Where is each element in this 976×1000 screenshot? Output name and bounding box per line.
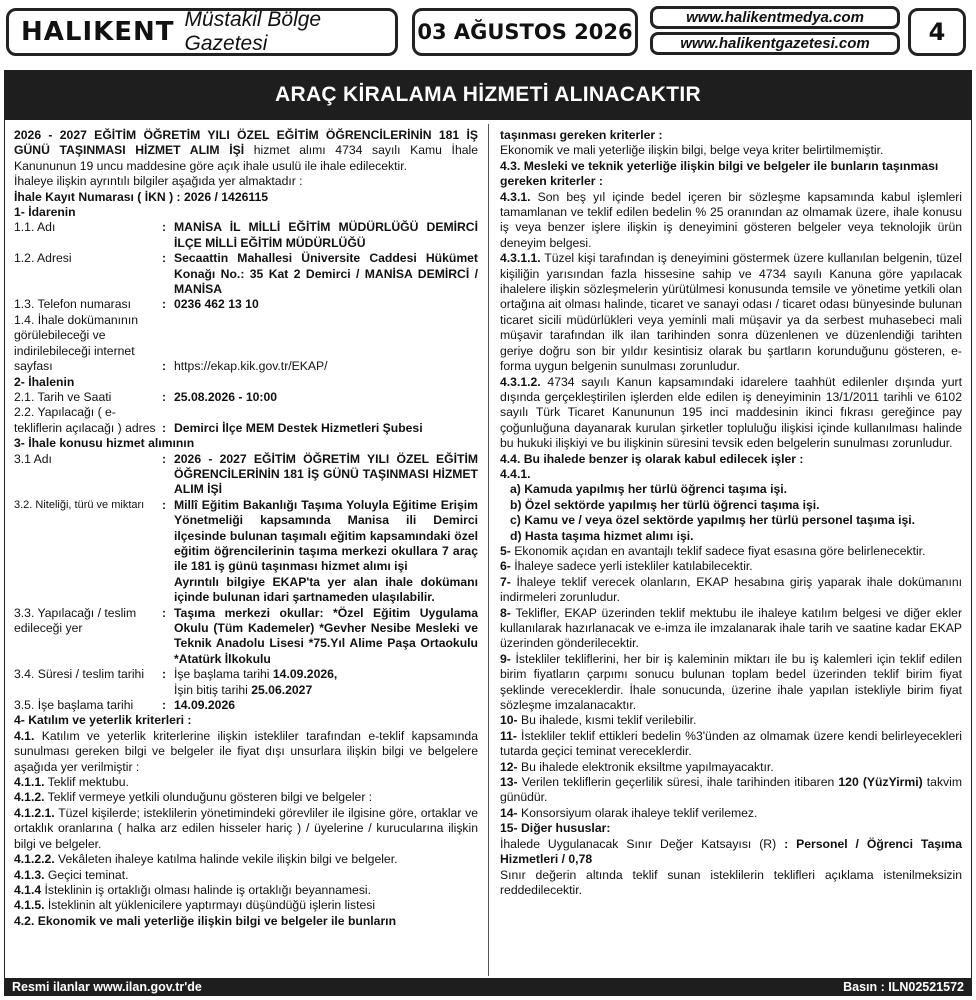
press-code: Basın : ILN02521572 xyxy=(843,980,964,994)
field-label: 3.1 Adı xyxy=(14,451,52,466)
field-label: 3.4. Süresi / teslim tarihi xyxy=(14,667,145,682)
clause-5: 5- Ekonomik açıdan en avantajlı teklif sadece fiyat esasına göre belirlenecektir. xyxy=(500,543,926,558)
field-value xyxy=(174,498,478,606)
field-label: 1.1. Adı xyxy=(14,220,56,235)
official-notices-link[interactable]: Resmi ilanlar www.ilan.gov.tr'de xyxy=(12,980,202,994)
left-column xyxy=(14,128,478,929)
section-1-heading: 1- İdarenin xyxy=(14,205,76,220)
tender-name: 2026 - 2027 EĞİTİM ÖĞRETİM YILI ÖZEL EĞİTİM ÖĞRENCİLERİNİN 181 İŞ GÜNÜ TAŞINMASI HİZMET ALIM İŞİ xyxy=(14,128,478,158)
clause-15: 15- Diğer hususlar: xyxy=(500,821,611,836)
clause-4-1: 4.1. Katılım ve yeterlik kriterlerine ilişkin istekliler tarafından e-teklif kapsamında sunulması gereken bilgi ve belgeler ile fiyat dışı unsurlara ilişkin bilgi ve belgelere aşağıda yer verilmiştir : xyxy=(14,728,478,774)
right-column xyxy=(500,128,962,898)
section-4-heading: 4- Katılım ve yeterlik kriterleri : xyxy=(14,713,192,728)
field-label: 3.5. İşe başlama tarihi xyxy=(14,698,134,713)
field-value: 0236 462 13 10 xyxy=(174,297,259,312)
clause-9: 9- İstekliler tekliflerini, her bir iş kaleminin miktarı ile bu iş kalemleri için teklif edilen birim fiyatların çarpımı sonucu bulunan toplam bedel üzerinden teklif birim fiyat şeklinde vereceklerdir. İhale sonucunda, üzerine ihale yapılan istekliyle birim fiyat sözleşme imzalanacaktır. xyxy=(500,651,962,713)
clause-4-1-2: 4.1.2. Teklif vermeye yetkili olunduğunu gösteren bilgi ve belgeler : xyxy=(14,790,373,805)
website-link-1[interactable]: www.halikentmedya.com xyxy=(650,6,900,29)
clause-4-1-2-1: 4.1.2.1. Tüzel kişilerde; isteklilerin yönetimindeki görevliler ile ilgisine göre, ortaklar ve ortaklık oranlarına ( halka arz edilen hisseler hariç ) / üyelerine / kurucularına ilişkin bilgi ve belgeler. xyxy=(14,805,478,851)
clause-11: 11- İstekliler teklif ettikleri bedelin %3'ünden az olmamak üzere kendi belirleyecekleri tutarda geçici teminat vereceklerdir. xyxy=(500,728,962,759)
clause-4-3-1: 4.3.1. Son beş yıl içinde bedel içeren bir sözleşme kapsamında kabul işlemleri tamamlanan ve teklif edilen bedelin % 25 oranından az olmamak üzere, ihale konusu iş veya benzer işlere ilişkin iş deneyimini gösteren belgeler veya teknolojik ürün deneyim belgesi. xyxy=(500,189,962,250)
clause-4-4: 4.4. Bu ihalede benzer iş olarak kabul edilecek işler : xyxy=(500,451,804,466)
clause-6: 6- İhaleye sadece yerli istekliler katılabilecektir. xyxy=(500,559,753,574)
clause-4-1-4: 4.1.4 İsteklinin iş ortaklığı olması halinde iş ortaklığı beyannamesi. xyxy=(14,882,372,897)
newspaper-slogan: Müstakil Bölge Gazetesi xyxy=(184,8,322,55)
clause-4-2: 4.2. Ekonomik ve mali yeterliğe ilişkin bilgi ve belgeler ile bunların xyxy=(14,913,397,928)
intro-note: İhaleye ilişkin ayrıntılı bilgiler aşağıda yer almaktadır : xyxy=(14,174,303,189)
clause-4-3-1-1: 4.3.1.1. Tüzel kişi tarafından iş deneyimini göstermek üzere kullanılan belgenin, tüzel kişiliğin yarısından fazla hissesine sahip ve 4734 sayılı Kanuna göre yapılacak ihalelere ilişkin sözleşmelerin yürütülmesi konusunda temsile ve yönetime yetkili olan ortağına ait olması halinde, ticaret ve sanayi odası / ticaret odası bünyesinde bulunan ticaret sicili müdürlükleri veya yeminli mali müşavir ya da serbest muhasebeci mali müşavir tarafından ilk ilan tarihinden sonra düzenlenen ve düzenlendiği tarihten geriye doğru son bir yıldır kesintisiz olarak bu şartların korunduğunu gösteren, e-forma uygun belgenin sunulması zorunludur. xyxy=(500,251,962,374)
newspaper-name: HALIKENT xyxy=(21,17,175,47)
threshold-note: Sınır değerin altında teklif sunan isteklilerin teklifleri açıklama istenilmeksizin reddedilecektir. xyxy=(500,867,962,897)
field-value: Secaattin Mahallesi Üniversite Caddesi Hükümet Konağı No.: 35 Kat 2 Demirci / MANİSA DEMİRCİ / MANİSA xyxy=(174,251,478,297)
field-value: 14.09.2026 xyxy=(174,698,235,713)
field-label: 2.1. Tarih ve Saati xyxy=(14,389,112,404)
similar-work-a: a) Kamuda yapılmış her türlü öğrenci taşıma işi. xyxy=(510,482,788,497)
scope-text: Millî Eğitim Bakanlığı Taşıma Yoluyla Eğitime Erişim Yönetmeliği kapsamında Manisa ili Demirci ilçesinde bulunan taşımalı eğitim kapsamındaki özel eğitim öğrencilerinin taşıma merkezi okullara 7 araç ile 181 iş günü taşınması hizmet alımı işi xyxy=(174,497,478,574)
footer-bar xyxy=(4,978,972,996)
intro-paragraph xyxy=(14,128,478,174)
similar-work-d: d) Hasta taşıma hizmet alımı işi. xyxy=(510,528,694,543)
field-value: MANİSA İL MİLLİ EĞİTİM MÜDÜRLÜĞÜ DEMİRCİ İLÇE MİLLİ EĞİTİM MÜDÜRLÜĞÜ xyxy=(174,220,478,250)
field-value: 2026 - 2027 EĞİTİM ÖĞRETİM YILI ÖZEL EĞİTİM ÖĞRENCİLERİNİN 181 İŞ GÜNÜ TAŞINMASI HİZMET ALIM İŞİ xyxy=(174,451,478,497)
clause-4-3-1-2: 4.3.1.2. 4734 sayılı Kanun kapsamındaki idarelere taahhüt edilenler dışında yurt dışında gerçekleştirilen işlerden elde edilen iş deneyiminin 13/1/2011 tarihli ve 6102 sayılı Türk Ticaret Kanununun 195 inci maddesinin ikinci fıkrası gereğince pay çoğunluğuna dayanarak kurulan şirketler topluluğu ilişkisi içinde kullanılması halinde bu hukuki ilişkiyi ve bu ilişkinin süresini tevsik eden belgelerin sunulması zorunludur. xyxy=(500,374,962,451)
service-scope-row: 3.2. Niteliği, türü ve miktarı : Millî Eğitim Bakanlığı Taşıma Yoluyla Eğitime Erişim Yönetmeliği kapsamında Manisa ili Demirci ilçesinde bulunan taşımalı eğitim kapsamındaki özel eğitim öğrencilerinin taşıma merkezi okullara 7 araç ile 181 iş günü taşınması hizmet alımı işi Ayrıntılı bilgiye EKAP'ta yer alan ihale dokümanı içinde bulunan idari şartnameden ulaşılabilir. xyxy=(14,497,478,605)
field-value: Taşıma merkezi okullar: *Özel Eğitim Uygulama Okulu (Tüm Kademeler) *Gevher Nesibe Mesleki ve Teknik Anadolu Lisesi *75.Yıl Alime Paşa Ortaokulu *Atatürk İlkokulu xyxy=(174,605,478,666)
clause-8: 8- Teklifler, EKAP üzerinden teklif mektubu ile ihaleye katılım belgesi ve diğer ekler kullanılarak hazırlanacak ve e-imza ile imzalanarak ihale tarih ve saatine kadar EKAP üzerinden gönderilecektir. xyxy=(500,605,962,651)
clause-4-3: 4.3. Mesleki ve teknik yeterliğe ilişkin bilgi ve belgeler ile bunların taşınması gereken kriterler : xyxy=(500,158,939,189)
clause-14: 14- Konsorsiyum olarak ihaleye teklif verilemez. xyxy=(500,805,758,820)
document-url-link[interactable]: https://ekap.kik.gov.tr/EKAP/ xyxy=(174,359,328,374)
start-date: 14.09.2026, xyxy=(272,667,338,682)
section-2-heading: 2- İhalenin xyxy=(14,374,75,389)
field-value: 25.08.2026 - 10:00 xyxy=(174,389,277,404)
similar-work-b: b) Özel sektörde yapılmış her türlü öğrenci taşıma işi. xyxy=(510,497,820,512)
section-3-heading: 3- İhale konusu hizmet alımının xyxy=(14,436,195,451)
start-date-row: 3.5. İşe başlama tarihi : 14.09.2026 xyxy=(14,698,478,713)
field-label: 1.2. Adresi xyxy=(14,251,72,266)
field-value: İşe başlama tarihi 14.09.2026, İşin bitiş tarihi 25.06.2027 xyxy=(174,667,338,697)
masthead xyxy=(2,4,972,60)
end-date: 25.06.2027 xyxy=(251,682,313,697)
clause-4-2-continued: taşınması gereken kriterler : xyxy=(500,128,663,142)
clause-12: 12- Bu ihalede elektronik eksiltme yapılmayacaktır. xyxy=(500,759,774,774)
field-value: Demirci İlçe MEM Destek Hizmetleri Şubesi xyxy=(174,420,423,435)
field-label: 3.2. Niteliği, türü ve miktarı xyxy=(14,498,145,511)
field-label: 3.3. Yapılacağı / teslim edileceği yer xyxy=(14,605,137,635)
tender-date-row: 2.1. Tarih ve Saati : 25.08.2026 - 10:00 xyxy=(14,390,478,405)
document-url-row: 1.4. İhale dokümanının görülebileceği ve indirilebileceği internet sayfası : https://ekap.kik.gov.tr/EKAP/ xyxy=(14,313,478,375)
delivery-place-row: 3.3. Yapılacağı / teslim edileceği yer : Taşıma merkezi okullar: *Özel Eğitim Uygulama Okulu (Tüm Kademeler) *Gevher Nesibe Mesleki ve Teknik Anadolu Lisesi *75.Yıl Alime Paşa Ortaokulu *Atatürk İlkokulu xyxy=(14,605,478,666)
column-divider xyxy=(488,124,489,976)
scope-note: Ayrıntılı bilgiye EKAP'ta yer alan ihale dokümanı içinde bulunan idari şartnameden ulaşılabilir. xyxy=(174,574,478,605)
intro-text: hizmet alımı 4734 sayılı Kamu İhale Kanununun 19 uncu maddesine göre açık ihale usulü ile ihale edilecektir. xyxy=(14,143,478,173)
clause-4-1-2-2: 4.1.2.2. Vekâleten ihaleye katılma halinde vekile ilişkin bilgi ve belgeler. xyxy=(14,852,398,867)
similar-work-c: c) Kamu ve / veya özel sektörde yapılmış her türlü personel taşıma işi. xyxy=(510,513,916,528)
ikn-number: İhale Kayıt Numarası ( İKN ) : 2026 / 1426115 xyxy=(14,189,269,204)
validity-period: 120 (YüzYirmi) xyxy=(838,775,923,790)
website-link-2[interactable]: www.halikentgazetesi.com xyxy=(650,32,900,55)
notice-title: ARAÇ KİRALAMA HİZMETİ ALINACAKTIR xyxy=(4,70,972,120)
clause-4-4-1: 4.4.1. xyxy=(500,466,531,481)
brand-box xyxy=(6,8,398,56)
clause-10: 10- Bu ihalede, kısmi teklif verilebilir. xyxy=(500,713,697,728)
threshold-coefficient: İhalede Uygulanacak Sınır Değer Katsayısı (R) : Personel / Öğrenci Taşıma Hizmetleri / 0,78 xyxy=(500,836,962,867)
field-label: 1.4. İhale dokümanının görülebileceği ve indirilebileceği internet sayfası xyxy=(14,312,138,374)
field-label: 1.3. Telefon numarası xyxy=(14,297,131,312)
clause-13: 13- Verilen tekliflerin geçerlilik süresi, ihale tarihinden itibaren 120 (YüzYirmi) takvim günüdür. xyxy=(500,775,962,805)
clause-7: 7- İhaleye teklif verecek olanların, EKAP hesabına giriş yaparak ihale dokümanını indirmeleri zorunludur. xyxy=(500,574,962,605)
clause-4-2-text: Ekonomik ve mali yeterliğe ilişkin bilgi, belge veya kriter belirtilmemiştir. xyxy=(500,143,884,158)
admin-address-row: 1.2. Adresi : Secaattin Mahallesi Üniversite Caddesi Hükümet Konağı No.: 35 Kat 2 Demirci / MANİSA DEMİRCİ / MANİSA xyxy=(14,251,478,297)
service-name-row: 3.1 Adı : 2026 - 2027 EĞİTİM ÖĞRETİM YILI ÖZEL EĞİTİM ÖĞRENCİLERİNİN 181 İŞ GÜNÜ TAŞINMASI HİZMET ALIM İŞİ xyxy=(14,451,478,497)
admin-name-row: 1.1. Adı : MANİSA İL MİLLİ EĞİTİM MÜDÜRLÜĞÜ DEMİRCİ İLÇE MİLLİ EĞİTİM MÜDÜRLÜĞÜ xyxy=(14,220,478,250)
field-label: 2.2. Yapılacağı ( e-tekliflerin açılacağı ) adres xyxy=(14,405,156,435)
admin-phone-row: 1.3. Telefon numarası : 0236 462 13 10 xyxy=(14,297,478,312)
clause-4-1-3: 4.1.3. Geçici teminat. xyxy=(14,867,129,882)
clause-4-1-1: 4.1.1. Teklif mektubu. xyxy=(14,775,129,790)
clause-4-1-5: 4.1.5. İsteklinin alt yüklenicilere yaptırmayı düşündüğü işlerin listesi xyxy=(14,898,376,913)
issue-date: 03 AĞUSTOS 2026 xyxy=(412,8,638,56)
page-number: 4 xyxy=(908,8,966,56)
tender-place-row: 2.2. Yapılacağı ( e-tekliflerin açılacağı ) adres : Demirci İlçe MEM Destek Hizmetleri Şubesi xyxy=(14,405,478,436)
duration-row: 3.4. Süresi / teslim tarihi : İşe başlama tarihi 14.09.2026, İşin bitiş tarihi 25.06.2027 xyxy=(14,667,478,698)
